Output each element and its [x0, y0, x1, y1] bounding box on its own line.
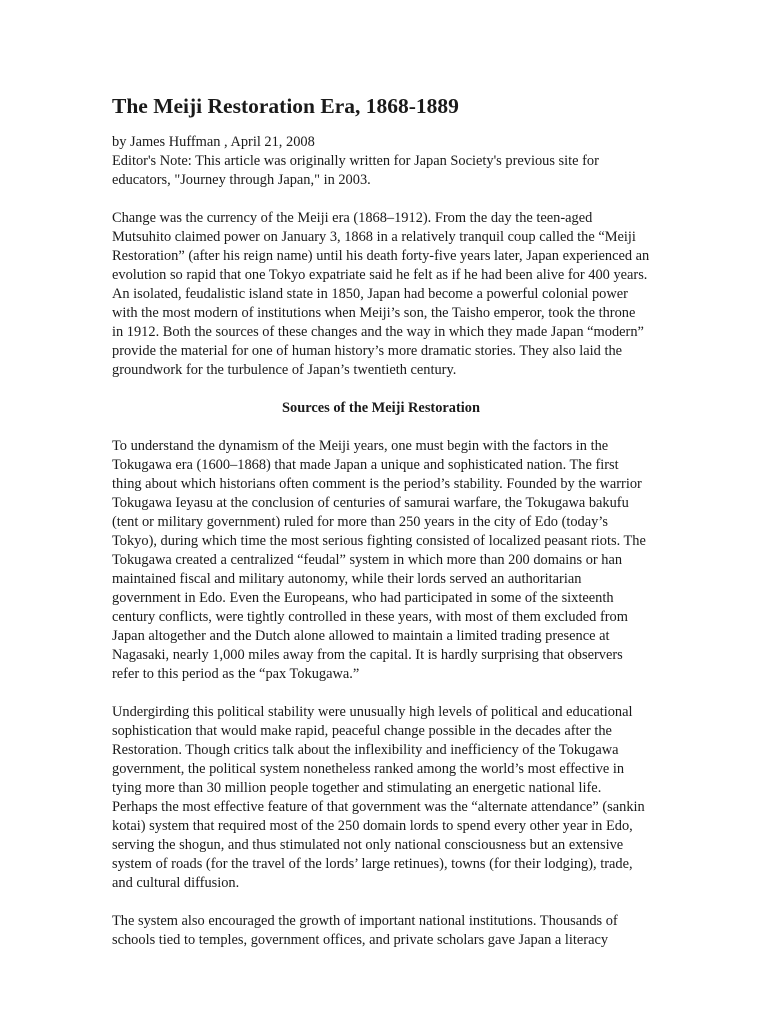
- editor-note: Editor's Note: This article was originally written for Japan Society's previous site for educators, "Journey through Japan," in 2003.: [112, 153, 599, 188]
- spacer: [112, 418, 650, 437]
- spacer: [112, 684, 650, 703]
- article-title: The Meiji Restoration Era, 1868-1889: [112, 94, 459, 118]
- spacer: [112, 893, 650, 912]
- paragraph-national-institutions: The system also encouraged the growth of important national institutions. Thousands of schools tied to temples, government offices, and private scholars gave Japan a literacy: [112, 913, 618, 948]
- spacer: [112, 190, 650, 209]
- section-heading: Sources of the Meiji Restoration: [282, 400, 480, 416]
- spacer: [112, 380, 650, 399]
- paragraph-tokugawa-stability: To understand the dynamism of the Meiji years, one must begin with the factors in the Tokugawa era (1600–1868) that made Japan a unique and sophisticated nation. The first thing about which historians often comment is the period’s stability. Founded by the warrior Tokugawa Ieyasu at the conclusion of centuries of samurai warfare, the Tokugawa bakufu (tent or military government) ruled for more than 250 years in the city of Edo (today’s Tokyo), during which time the most serious fighting consisted of localized peasant riots. The Tokugawa created a centralized “feudal” system in which more than 200 domains or han maintained fiscal and military autonomy, while their lords served an authoritarian government in Edo. Even the Europeans, who had participated in some of the sixteenth century conflicts, were tightly controlled in these years, with most of them excluded from Japan altogether and the Dutch alone allowed to maintain a limited trading presence at Nagasaki, nearly 1,000 miles away from the capital. It is hardly surprising that observers refer to this period as the “pax Tokugawa.”: [112, 438, 646, 682]
- paragraph-intro: Change was the currency of the Meiji era (1868–1912). From the day the teen-aged Mutsuhito claimed power on January 3, 1868 in a relatively tranquil coup called the “Meiji Restoration” (after his reign name) until his death forty-five years later, Japan experienced an evolution so rapid that one Tokyo expatriate said he felt as if he had been alive for 400 years. An isolated, feudalistic island state in 1850, Japan had become a powerful colonial power with the most modern of institutions when Meiji’s son, the Taisho emperor, took the throne in 1912. Both the sources of these changes and the way in which they made Japan “modern” provide the material for one of human history’s more dramatic stories. They also laid the groundwork for the turbulence of Japan’s twentieth century.: [112, 210, 650, 378]
- document-page: [112, 92, 650, 950]
- article-byline: by James Huffman , April 21, 2008: [112, 134, 315, 150]
- paragraph-political-sophistication: Undergirding this political stability were unusually high levels of political and educational sophistication that would make rapid, peaceful change possible in the decades after the Restoration. Though critics talk about the inflexibility and inefficiency of the Tokugawa government, the political system nonetheless ranked among the world’s most effective in tying more than 30 million people together and stimulating an energetic national life. Perhaps the most effective feature of that government was the “alternate attendance” (sankin kotai) system that required most of the 250 domain lords to spend every other year in Edo, serving the shogun, and thus stimulated not only national consciousness but an extensive system of roads (for the travel of the lords’ large retinues), towns (for their lodging), trade, and cultural diffusion.: [112, 704, 645, 891]
